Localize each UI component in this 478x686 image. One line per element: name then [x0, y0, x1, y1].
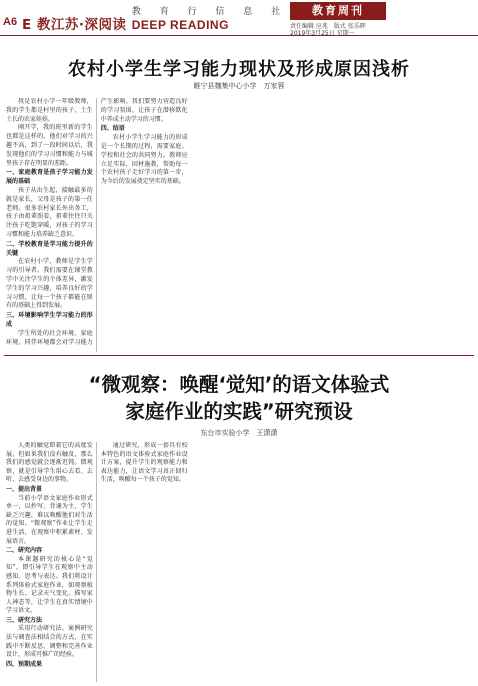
- newspaper-logo-text: 教育周刊: [312, 4, 364, 17]
- article-1-body: [6, 98, 472, 352]
- article-1-subheading: 四、结语: [100, 125, 125, 133]
- article-1-subheading: 二、学校教育是学习能力提升的关键: [6, 240, 93, 257]
- masthead: [0, 0, 478, 36]
- article-1-paragraph: 学生所处的社会环境、家庭环境、同伴环境都会对学习能力产生影响。我们要努力营造良好的学习氛围，让孩子在潜移默化中养成主动学习的习惯。: [6, 98, 188, 346]
- article-divider: [4, 355, 474, 356]
- article-1-subheading: 一、家庭教育是孩子学习能力发展的基础: [6, 169, 93, 186]
- article-2-body: [6, 442, 472, 682]
- article-2-subheading: 二、研究内容: [6, 547, 43, 555]
- article-2-title-line-2: 家庭作业的实践”研究预设: [125, 400, 353, 423]
- article-1-title: 农村小学生学习能力现状及形成原因浅析: [68, 59, 410, 80]
- section-title: [22, 13, 229, 33]
- article-2-title-line-1: “微观察：唤醒‘觉知’的语文体验式: [88, 373, 390, 396]
- article-1-paragraph: 农村小学生学习能力的形成是一个长期的过程，需要家庭、学校和社会的共同努力。教师应立足实际，因材施教，帮助每一个农村孩子走好学习的第一步，为今后的发展奠定坚实的基础。: [100, 134, 188, 186]
- article-1-paragraph: 我是农村小学一年级教师，我的学生都是村里的孩子，土生土长的农家娃娃。: [6, 98, 93, 123]
- article-2-paragraph: 通过研究，形成一套具有校本特色的语文体验式家庭作业设计方案，提升学生的观察能力和表达能力，让语文学习真正回归生活，唤醒每一个孩子的觉知。: [100, 442, 188, 484]
- masthead-tagline: 教 育 行 信 息 社: [131, 7, 289, 17]
- article-2-subheading: 三、研究方法: [6, 616, 43, 624]
- article-2-paragraph: 本课题研究的核心是“觉知”，即引导学生在观察中主动感知、思考与表达。我们将设计系列体验式家庭作业，如观察植物生长、记录天气变化、描写家人神态等，让学生在真实情境中学习语文。: [6, 555, 93, 615]
- editor-info: 责任编辑 应兆 版式 张乐晖: [290, 23, 366, 30]
- newspaper-logo: [290, 2, 386, 20]
- article-2-title: [0, 371, 478, 425]
- issue-date: 2019年3月25日 星期一: [290, 30, 355, 37]
- article-1-subheading: 三、环境影响学生学习能力的形成: [6, 312, 93, 328]
- article-1-byline: 睢宁县魏集中心小学 万家蓉: [193, 82, 285, 90]
- article-2-paragraph: 人类的触觉即着它的高度发展，但如果我们没有触及，那么我们的感觉就会逐渐迟钝。微观察，就是引导学生用心去看、去听、去感受身边的事物。: [6, 442, 93, 484]
- article-2-byline: 东台市实验小学 王潇潇: [200, 429, 278, 437]
- article-2-paragraph: 当前小学语文家庭作业形式单一，以抄写、背诵为主，学生缺乏兴趣，难以唤醒他们对生活的觉知。“微观察”作业让学生走进生活，在观察中积累素材、发展语言。: [6, 494, 93, 545]
- section-title-cn: E 教江苏·深阅读: [22, 17, 127, 33]
- article-2-subheading: 四、预期成果: [6, 660, 43, 668]
- article-2-subheading: 一、提出背景: [6, 485, 43, 493]
- article-2-paragraph: 采用行动研究法、案例研究法与调查法相结合的方式，在实践中不断反思、调整和完善作业设计，形成可推广的经验。: [6, 625, 93, 659]
- article-1-paragraph: 在农村小学，教师是学生学习的引导者。我们需要在课堂教学中关注学生的个体差异，激发学生的学习兴趣，培养良好的学习习惯，让每一个孩子都能在原有的基础上得到发展。: [6, 258, 93, 310]
- article-1-paragraph: 孩子从出生起，接触最多的就是家长，父母是孩子的第一任老师。很多农村家长外出务工，孩子由祖辈照看，祖辈往往只关注孩子吃饱穿暖，对孩子的学习习惯和能力培养缺乏意识。: [6, 186, 93, 238]
- section-title-en: DEEP READING: [131, 18, 229, 32]
- page-number: A6: [3, 16, 18, 28]
- article-1-paragraph: 刚开学，我的班里新的学生也都是这样的，他们对学习的兴趣不高，到了一段时间以后，我发现他们的学习习惯和能力与城里孩子存在明显的差距。: [6, 124, 93, 167]
